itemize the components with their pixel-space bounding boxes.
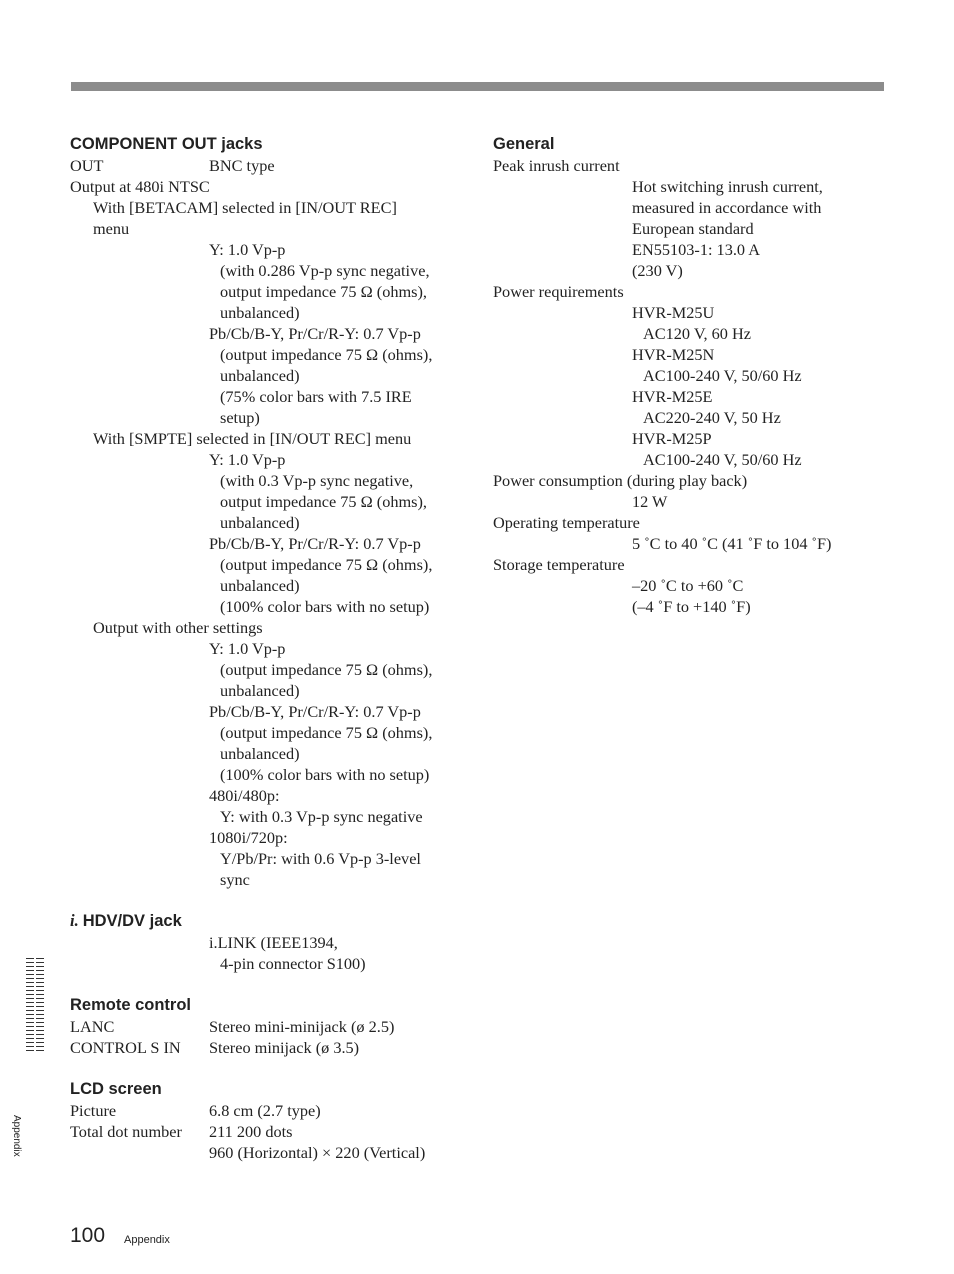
section-heading: General [493,135,555,153]
section-heading [70,910,470,932]
spec-line: Pb/Cb/B-Y, Pr/Cr/R-Y: 0.7 Vp-p [209,324,421,343]
spec-line: HVR-M25U [632,303,715,322]
spec-line: 480i/480p: [209,786,280,805]
spec-row [70,1037,470,1058]
spec-line: Pb/Cb/B-Y, Pr/Cr/R-Y: 0.7 Vp-p [209,534,421,553]
spec-line: Pb/Cb/B-Y, Pr/Cr/R-Y: 0.7 Vp-p [209,702,421,721]
spec-line: 960 (Horizontal) × 220 (Vertical) [209,1143,426,1162]
spec-line: Y: with 0.3 Vp-p sync negative [220,807,423,826]
footer-section-label: Appendix [124,1234,170,1246]
spec-line: With [BETACAM] selected in [IN/OUT REC] [93,198,397,217]
left-column [70,133,470,1163]
spec-label: CONTROL S IN [70,1038,181,1057]
hdv-dv-section [70,910,470,974]
spec-line: (230 V) [632,261,683,280]
right-column [493,133,893,617]
section-thumb-tab [26,958,44,1054]
spec-value: 6.8 cm (2.7 type) [209,1101,321,1120]
spec-line: (–4 ˚F to +140 ˚F) [632,597,751,616]
spec-line: setup) [220,408,260,427]
spec-value: Stereo mini-minijack (ø 2.5) [209,1017,395,1036]
general-section [493,133,893,617]
spec-line: Storage temperature [493,555,625,574]
spec-line: Peak inrush current [493,156,620,175]
spec-line: (output impedance 75 Ω (ohms), [220,660,433,679]
section-heading: LCD screen [70,1080,162,1098]
spec-line: Output at 480i NTSC [70,177,210,196]
spec-line: 12 W [632,492,668,511]
section-heading: COMPONENT OUT jacks [70,135,263,153]
spec-line: (output impedance 75 Ω (ohms), [220,345,433,364]
spec-line: HVR-M25E [632,387,713,406]
spec-line: unbalanced) [220,744,300,763]
spec-line: i.LINK (IEEE1394, [209,933,338,952]
spec-line: Power consumption (during play back) [493,471,748,490]
spec-line: Hot switching inrush current, [632,177,823,196]
spec-label: LANC [70,1017,115,1036]
spec-line: output impedance 75 Ω (ohms), [220,282,427,301]
spec-row [70,1121,470,1142]
spec-line: menu [93,219,130,238]
spec-line: unbalanced) [220,681,300,700]
header-rule [71,82,884,91]
spec-label: Picture [70,1101,117,1120]
spec-row [70,1100,470,1121]
spec-line: (100% color bars with no setup) [220,765,430,784]
component-out-section [70,133,470,890]
spec-line: unbalanced) [220,576,300,595]
spec-line: (with 0.3 Vp-p sync negative, [220,471,414,490]
spec-label: OUT [70,156,104,175]
lcd-screen-section [70,1078,470,1163]
spec-line: AC100-240 V, 50/60 Hz [643,366,802,385]
spec-line: (output impedance 75 Ω (ohms), [220,723,433,742]
spec-line: unbalanced) [220,303,300,322]
spec-row [70,155,470,176]
side-section-label: Appendix [11,1115,22,1157]
page-number: 100 [70,1224,106,1247]
spec-line: –20 ˚C to +60 ˚C [632,576,744,595]
spec-line: (output impedance 75 Ω (ohms), [220,555,433,574]
spec-value: BNC type [209,156,275,175]
spec-line: Y: 1.0 Vp-p [209,450,286,469]
spec-line: Output with other settings [93,618,263,637]
spec-line: Y/Pb/Pr: with 0.6 Vp-p 3-level [220,849,421,868]
spec-line: AC100-240 V, 50/60 Hz [643,450,802,469]
spec-line: HVR-M25P [632,429,712,448]
spec-line: 4-pin connector S100) [220,954,366,973]
spec-line: 1080i/720p: [209,828,288,847]
spec-line: unbalanced) [220,366,300,385]
spec-line: EN55103-1: 13.0 A [632,240,760,259]
ilink-icon: i. [70,911,79,930]
spec-line: 5 ˚C to 40 ˚C (41 ˚F to 104 ˚F) [632,534,832,553]
spec-line: HVR-M25N [632,345,715,364]
spec-value: Stereo minijack (ø 3.5) [209,1038,360,1057]
spec-line: Y: 1.0 Vp-p [209,639,286,658]
spec-line: Power requirements [493,282,624,301]
spec-value: 211 200 dots [209,1122,293,1141]
spec-line: (100% color bars with no setup) [220,597,430,616]
spec-line: unbalanced) [220,513,300,532]
spec-line: (75% color bars with 7.5 IRE [220,387,412,406]
spec-line: (with 0.286 Vp-p sync negative, [220,261,430,280]
section-heading-text: HDV/DV jack [82,912,182,930]
remote-control-section [70,994,470,1058]
spec-line: Operating temperature [493,513,640,532]
spec-line: European standard [632,219,754,238]
spec-line: With [SMPTE] selected in [IN/OUT REC] menu [93,429,412,448]
spec-row [70,1016,470,1037]
spec-line: sync [220,870,250,889]
spec-line: output impedance 75 Ω (ohms), [220,492,427,511]
section-heading: Remote control [70,996,192,1014]
spec-line: Y: 1.0 Vp-p [209,240,286,259]
spec-line: measured in accordance with [632,198,822,217]
spec-line: AC120 V, 60 Hz [643,324,751,343]
spec-label: Total dot number [70,1122,182,1141]
spec-line: AC220-240 V, 50 Hz [643,408,781,427]
